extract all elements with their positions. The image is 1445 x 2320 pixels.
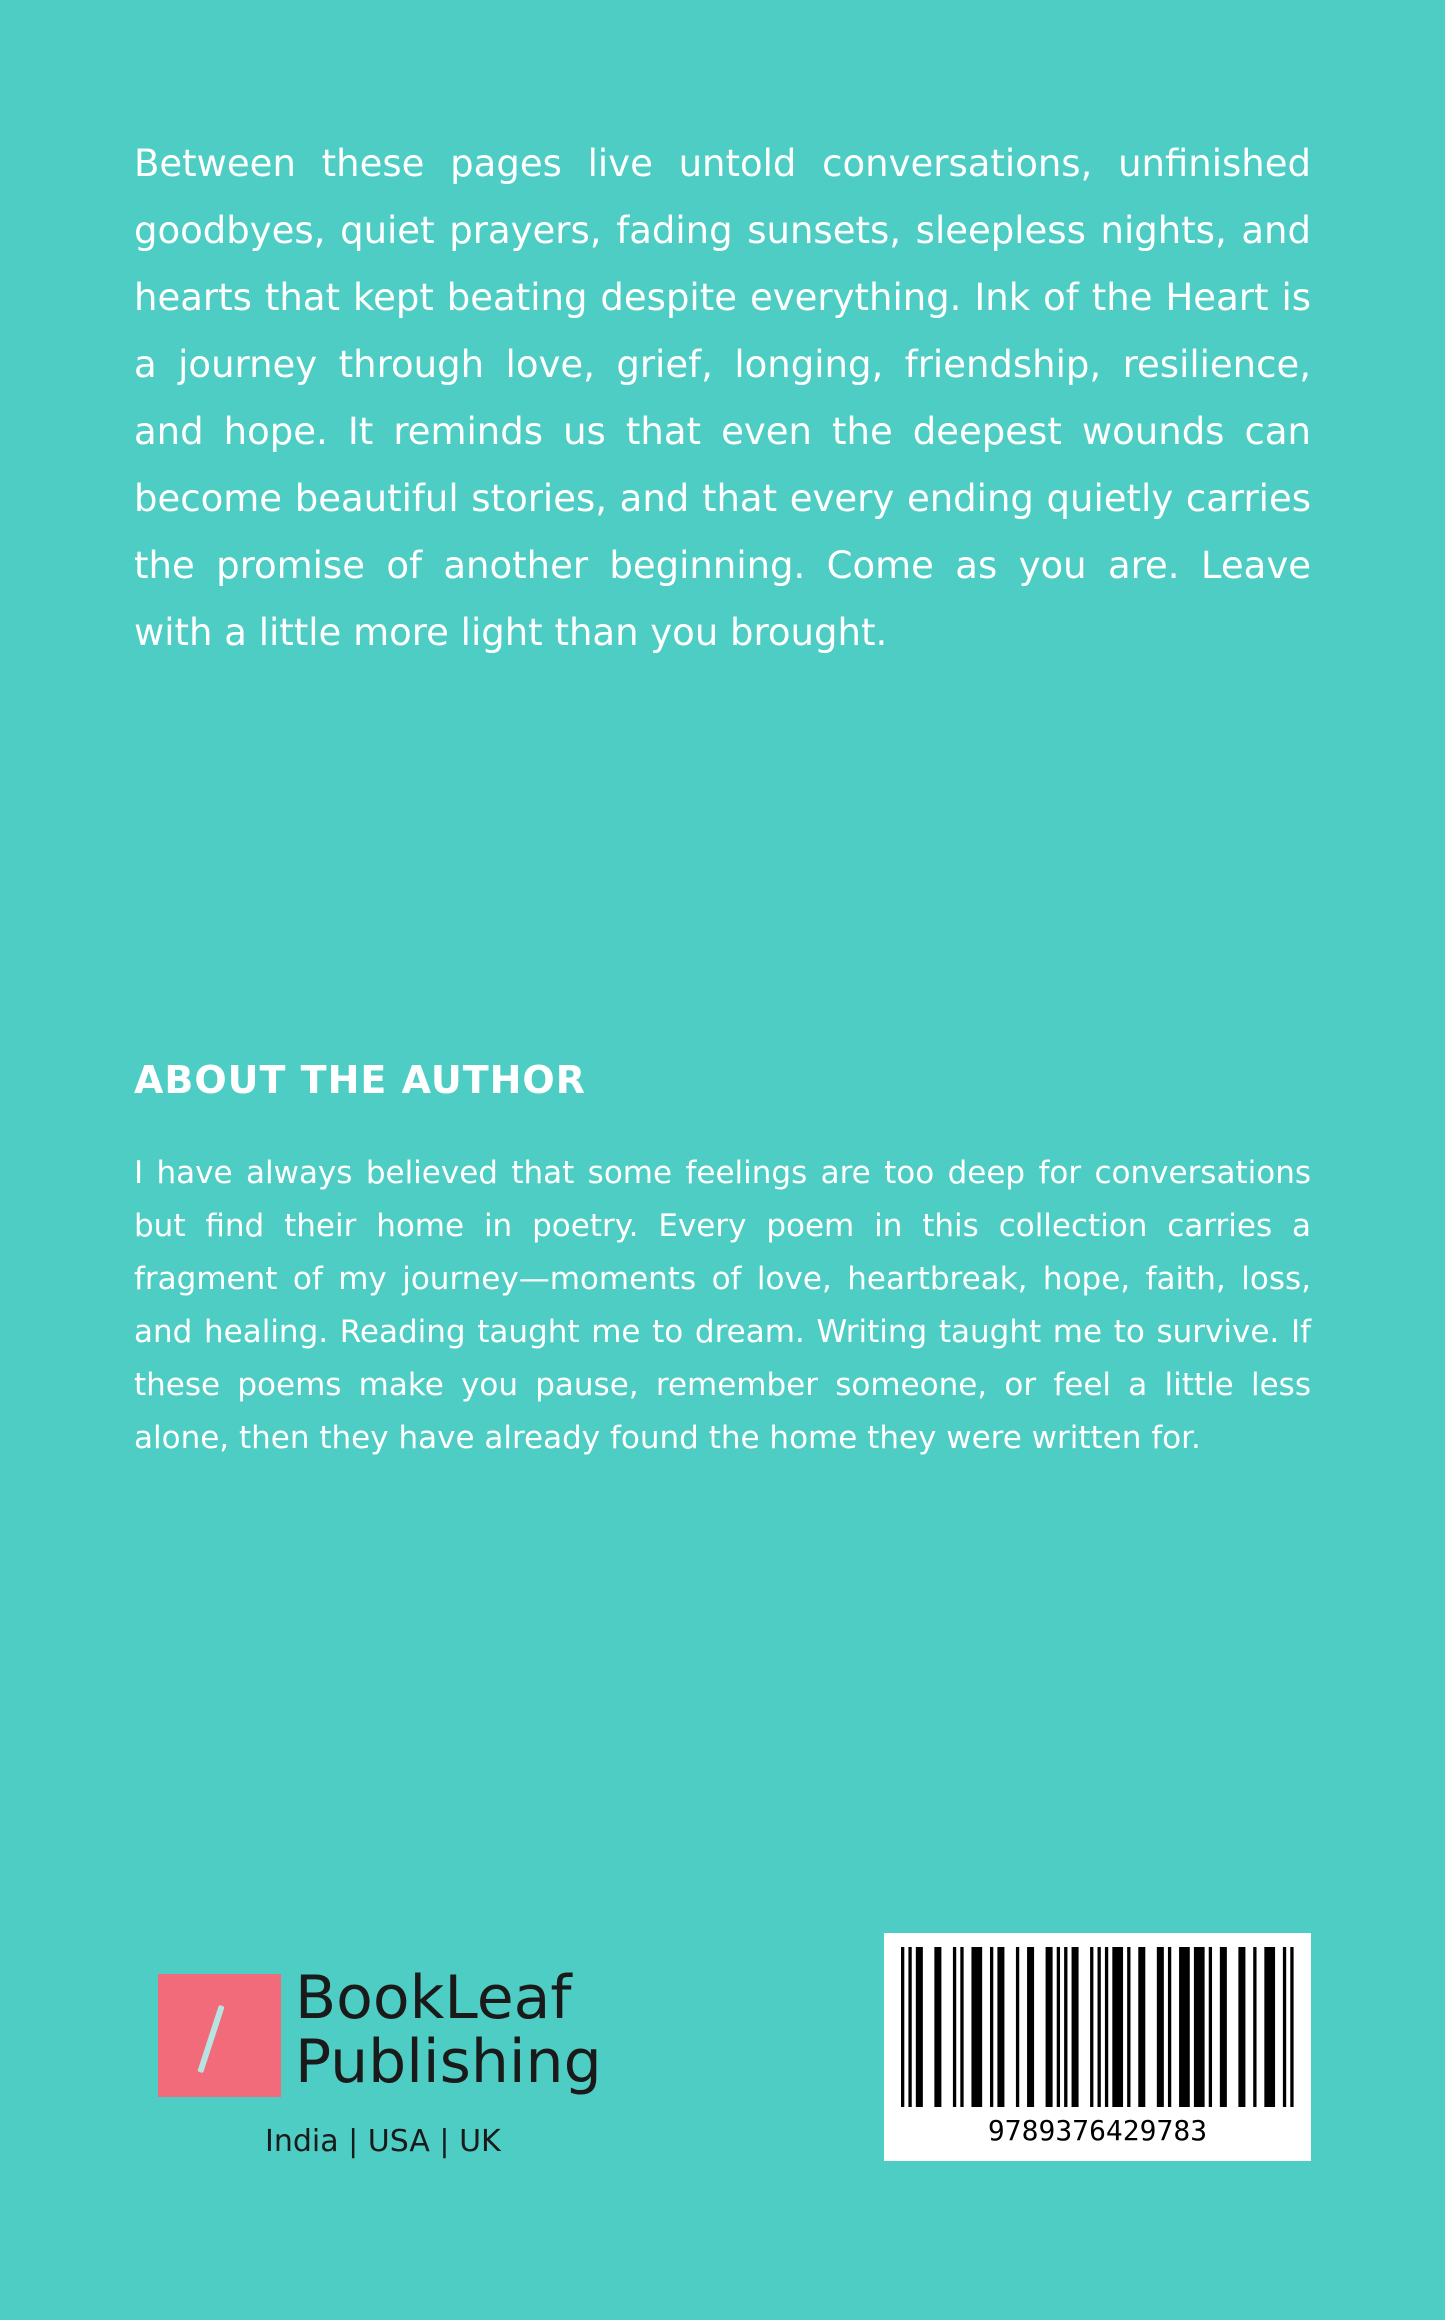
barcode-bar [916, 1947, 923, 2107]
barcode-bar [1027, 1947, 1034, 2107]
barcode-bar [971, 1947, 982, 2107]
isbn-barcode [884, 1933, 1311, 2161]
publisher-logo [158, 1962, 618, 2172]
barcode-bar [1105, 1947, 1108, 2107]
publisher-name-line1: BookLeaf [295, 1963, 572, 2033]
barcode-bar [1194, 1947, 1205, 2107]
barcode-bar [901, 1947, 904, 2107]
back-cover-blurb: Between these pages live untold conversations, unfinished goodbyes, quiet prayers, fading sunsets, sleepless nights, and hearts that kept beating despite everything. Ink of the Heart is a journey through love, grief, longing, friendship, resilience, and hope. It reminds us that even the deepest wounds can become beautiful stories, and that every ending quietly carries the promise of another beginning. Come as you are. Leave with a little more light than you brought. [134, 142, 1311, 654]
barcode-bar [1290, 1947, 1293, 2107]
barcode-bar [1283, 1947, 1286, 2107]
isbn-number: 9789376429783 [987, 2114, 1208, 2147]
barcode-bar [1209, 1947, 1212, 2107]
barcode-bar [997, 1947, 1004, 2107]
barcode-bar [990, 1947, 993, 2107]
barcode-bar [1016, 1947, 1019, 2107]
barcode-bar [1057, 1947, 1060, 2107]
barcode-bar [1046, 1947, 1053, 2107]
barcode-bar [1064, 1947, 1067, 2107]
barcode-bar [1253, 1947, 1256, 2107]
barcode-bar [934, 1947, 941, 2107]
barcode-bar [1168, 1947, 1171, 2107]
barcode-bar [960, 1947, 963, 2107]
barcode-icon [901, 1947, 1294, 2112]
barcode-bar [1220, 1947, 1227, 2107]
publisher-name-line2: Publishing [295, 2027, 602, 2097]
barcode-bar [1179, 1947, 1190, 2107]
barcode-bar [1112, 1947, 1123, 2107]
about-author-heading: ABOUT THE AUTHOR [134, 1058, 586, 1102]
logo-slash-icon [197, 2005, 224, 2073]
publisher-locations: India | USA | UK [265, 2124, 501, 2159]
barcode-bar [1138, 1947, 1145, 2107]
about-author-bio: I have always believed that some feelings are too deep for conversations but find their home in poetry. Every poem in this collection carries a fragment of my journey—moments of love, heartbreak, hope, faith, loss, and healing. Reading taught me to dream. Writing taught me to survive. If these poems make you pause, remember someone, or feel a little less alone, then they have already found the home they were written for. [134, 1155, 1311, 1456]
barcode-bar [1238, 1947, 1245, 2107]
barcode-bar [1072, 1947, 1079, 2107]
barcode-bar [1098, 1947, 1101, 2107]
barcode-bar [1090, 1947, 1093, 2107]
bookleaf-logo-icon [158, 1974, 281, 2097]
barcode-bar [1157, 1947, 1164, 2107]
barcode-bar [953, 1947, 956, 2107]
barcode-bar [908, 1947, 911, 2107]
barcode-bar [1127, 1947, 1130, 2107]
barcode-bar [1264, 1947, 1275, 2107]
